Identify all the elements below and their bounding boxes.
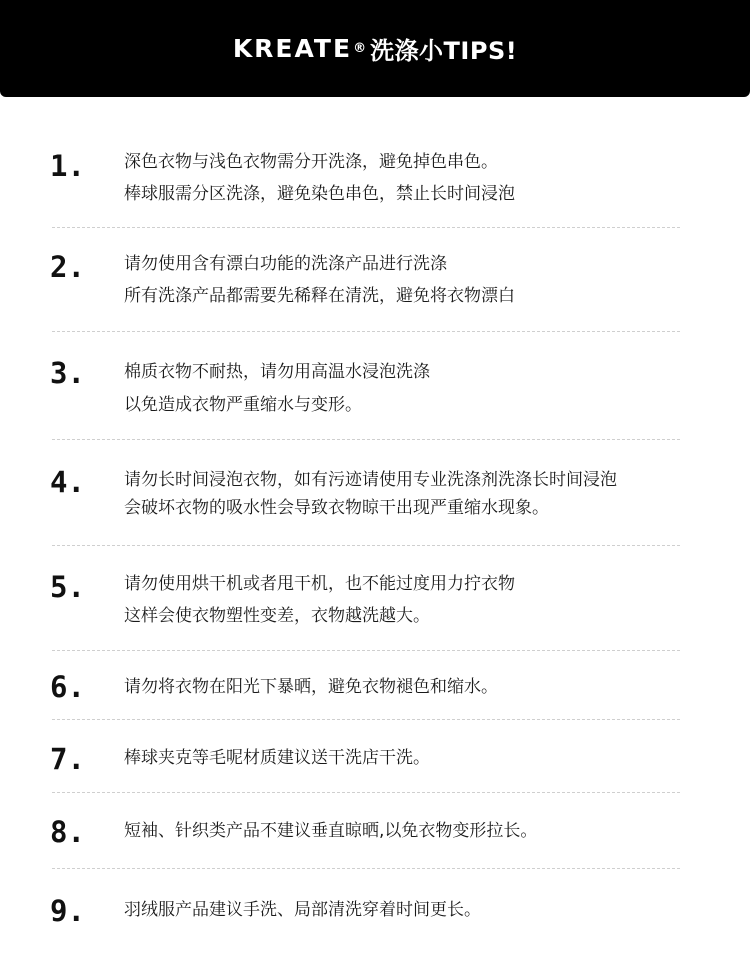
divider	[52, 545, 680, 546]
divider	[52, 868, 680, 869]
tip-text: 棒球服需分区洗涤，避免染色串色，禁止长时间浸泡	[124, 184, 515, 204]
divider	[52, 792, 680, 793]
tip-text: 以免造成衣物严重缩水与变形。	[124, 395, 362, 415]
divider	[52, 331, 680, 332]
tip-number: 4.	[50, 465, 85, 499]
tip-number: 9.	[50, 894, 85, 928]
tip-text: 棉质衣物不耐热，请勿用高温水浸泡洗涤	[124, 362, 430, 382]
tip-text: 请勿长时间浸泡衣物，如有污迹请使用专业洗涤剂洗涤长时间浸泡	[124, 470, 617, 490]
divider	[52, 719, 680, 720]
tip-number: 2.	[50, 250, 85, 284]
tip-number: 7.	[50, 742, 85, 776]
tip-number: 8.	[50, 815, 85, 849]
tip-number: 6.	[50, 670, 85, 704]
tip-text: 棒球夹克等毛呢材质建议送干洗店干洗。	[124, 748, 430, 768]
divider	[52, 439, 680, 440]
page-title: 洗涤小TIPS!	[370, 37, 518, 65]
page-header	[0, 0, 750, 97]
tip-text: 这样会使衣物塑性变差，衣物越洗越大。	[124, 606, 430, 626]
tip-text: 请勿使用含有漂白功能的洗涤产品进行洗涤	[124, 254, 447, 274]
tip-text: 请勿使用烘干机或者甩干机，也不能过度用力拧衣物	[124, 574, 515, 594]
tip-text: 深色衣物与浅色衣物需分开洗涤，避免掉色串色。	[124, 152, 498, 172]
tip-number: 5.	[50, 570, 85, 604]
tip-number: 3.	[50, 356, 85, 390]
tip-text: 所有洗涤产品都需要先稀释在清洗，避免将衣物漂白	[124, 286, 515, 306]
tip-text: 短袖、针织类产品不建议垂直晾晒,以免衣物变形拉长。	[124, 821, 538, 841]
tip-text: 羽绒服产品建议手洗、局部清洗穿着时间更长。	[124, 900, 481, 920]
tip-text: 会破坏衣物的吸水性会导致衣物晾干出现严重缩水现象。	[124, 498, 549, 518]
tip-text: 请勿将衣物在阳光下暴晒，避免衣物褪色和缩水。	[124, 677, 498, 697]
brand-logo: KREATE	[232, 34, 353, 63]
divider	[52, 650, 680, 651]
tip-number: 1.	[50, 149, 85, 183]
divider	[52, 227, 680, 228]
registered-mark: ®	[353, 41, 367, 56]
